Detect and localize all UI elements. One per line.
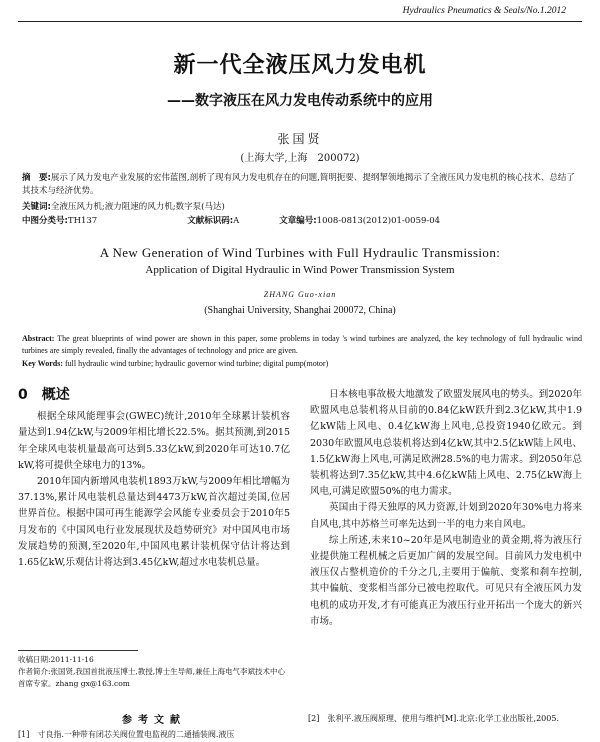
article-title: 新一代全液压风力发电机 — [173, 53, 427, 78]
english-affiliation: (Shanghai University, Shanghai 200072, China) — [204, 305, 396, 316]
body-paragraph: 2010年国内新增风电装机1893万kW,与2009年相比增幅为37.13%,累计风电装机总量达到4473万kW,首次超过美国,位居世界首位。根据中国可再生能源学会风能专业委员会于2010年5月发布的《中国风电行业发展现状及趋势研究》对中国风电市场发展趋势的预测,至2020年,中国风电累计装机保守估计将达到1.65亿kW,乐观估计将达到3.45亿kW,超过水电装机总量。 — [18, 476, 290, 569]
clc-value: TH137 — [67, 216, 98, 226]
abstract-cn — [22, 172, 582, 198]
english-subtitle: Application of Digital Hydraulic in Wind Power Transmission System — [145, 264, 455, 276]
references-heading: 参考文献 — [122, 715, 186, 726]
keywords-en-label: Key Words: — [22, 359, 63, 368]
doc-code-label: 文献标识码: — [187, 216, 234, 226]
article-id-label: 文章编号: — [279, 216, 317, 226]
abstract-cn-text: 展示了风力发电产业发展的宏伟蓝图,剖析了现有风力发电机存在的问题,简明扼要、提纲挈领地揭示了全液压风力发电机的核心技术、总结了其技术与经济优势。 — [22, 173, 575, 196]
footnote-rule — [18, 650, 138, 651]
reference-item: [1] 寸良指.一种带有闭芯关阀位置电监视的二通插装阀.液压 — [18, 730, 235, 739]
article-subtitle: ——数字液压在风力发电传动系统中的应用 — [167, 93, 433, 109]
footnote-received: 收稿日期:2011-11-16 — [18, 655, 94, 664]
english-title: A New Generation of Wind Turbines with Full Hydraulic Transmission: — [99, 245, 501, 260]
keywords-cn — [22, 201, 582, 214]
reference-item: [2] 张利平.液压阀原理、使用与维护[M].北京:化学工业出版社,2005. — [308, 714, 559, 723]
body-paragraph: 综上所述,未来10~20年是风电制造业的黄金期,将为液压行业提供施工程机械之后更加广阔的发展空间。目前风力发电机中液压仅占整机造价的千分之几,主要用于偏航、变浆和刹车控制,其中偏航、变浆相当部分已被电控取代。可见只有全液压风力发电机的成功开发,才有可能真正为液压行业开拓出一个庞大的新兴市场。 — [310, 534, 582, 627]
author-affiliation: (上海大学,上海 200072) — [240, 153, 360, 164]
section-heading — [18, 387, 290, 403]
body-paragraph: 英国由于得天独厚的风力资源,计划到2020年30%电力将来自风电,其中苏格兰可率先达到一半的电力来自风电。 — [310, 502, 582, 530]
abstract-en — [22, 333, 582, 357]
clc-label: 中图分类号: — [22, 216, 68, 226]
footnotes — [18, 654, 290, 690]
abstract-en-label: Abstract: — [22, 334, 55, 343]
classification-line — [22, 215, 582, 228]
author-name: 张国贤 — [277, 132, 323, 146]
keywords-en — [22, 358, 582, 370]
journal-running-head: Hydraulics Pneumatics & Seals/No.1.2012 — [402, 6, 566, 16]
abstract-cn-label: 摘 要: — [22, 173, 51, 183]
keywords-cn-text: 全液压风力机;液力阻速的风力机;数字泵(马达) — [50, 202, 225, 212]
abstract-en-text: The great blueprints of wind power are shown in this paper, some problems in today 's wind turbines are analyzed, the key technology of full hydraulic wind turbines are simply revealed, finally the advantages of technology and price are given. — [22, 334, 582, 355]
body-paragraph: 日本核电事故极大地激发了欧盟发展风电的势头。到2020年欧盟风电总装机将从目前的0.84亿kW跃升到2.3亿kW,其中1.9亿kW陆上风电、0.4亿kW海上风电,总投资1940亿欧元。到2030年欧盟风电总装机将达到4亿kW,其中2.5亿kW陆上风电、1.5亿kW海上风电,可满足欧洲28.5%的电力需求。到2050年总装机将达到7.35亿kW,其中4.6亿kW陆上风电、2.75亿kW海上风电,可满足欧盟50%的电力需求。 — [310, 389, 582, 498]
section-title: 概述 — [41, 387, 70, 403]
body-paragraph: 根据全球风能理事会(GWEC)统计,2010年全球累计装机容量达到1.94亿kW,与2009年相比增长22.5%。据其预测,到2015年全球风电装机量最高可达到5.33亿kW,到2020年可达10.7亿kW,将可提供全球电力的13%。 — [18, 411, 290, 471]
right-column — [310, 387, 582, 630]
footnote-author-bio: 作者简介:张国贤,我国首批液压博士,教授,博士生导师,兼任上海电气李斌技术中心首席专家。zhang gx@163.com — [18, 667, 286, 688]
header-rule — [18, 21, 582, 22]
article-id-value: 1008-0813(2012)01-0059-04 — [316, 216, 441, 226]
keywords-en-text: full hydraulic wind turbine; hydraulic governor wind turbine; digital pump(motor) — [64, 359, 329, 368]
left-column — [18, 387, 290, 571]
keywords-cn-label: 关键词: — [22, 202, 51, 212]
doc-code-value: A — [233, 216, 240, 226]
section-number: 0 — [18, 387, 28, 403]
english-author: ZHANG Guo-xian — [263, 290, 337, 299]
